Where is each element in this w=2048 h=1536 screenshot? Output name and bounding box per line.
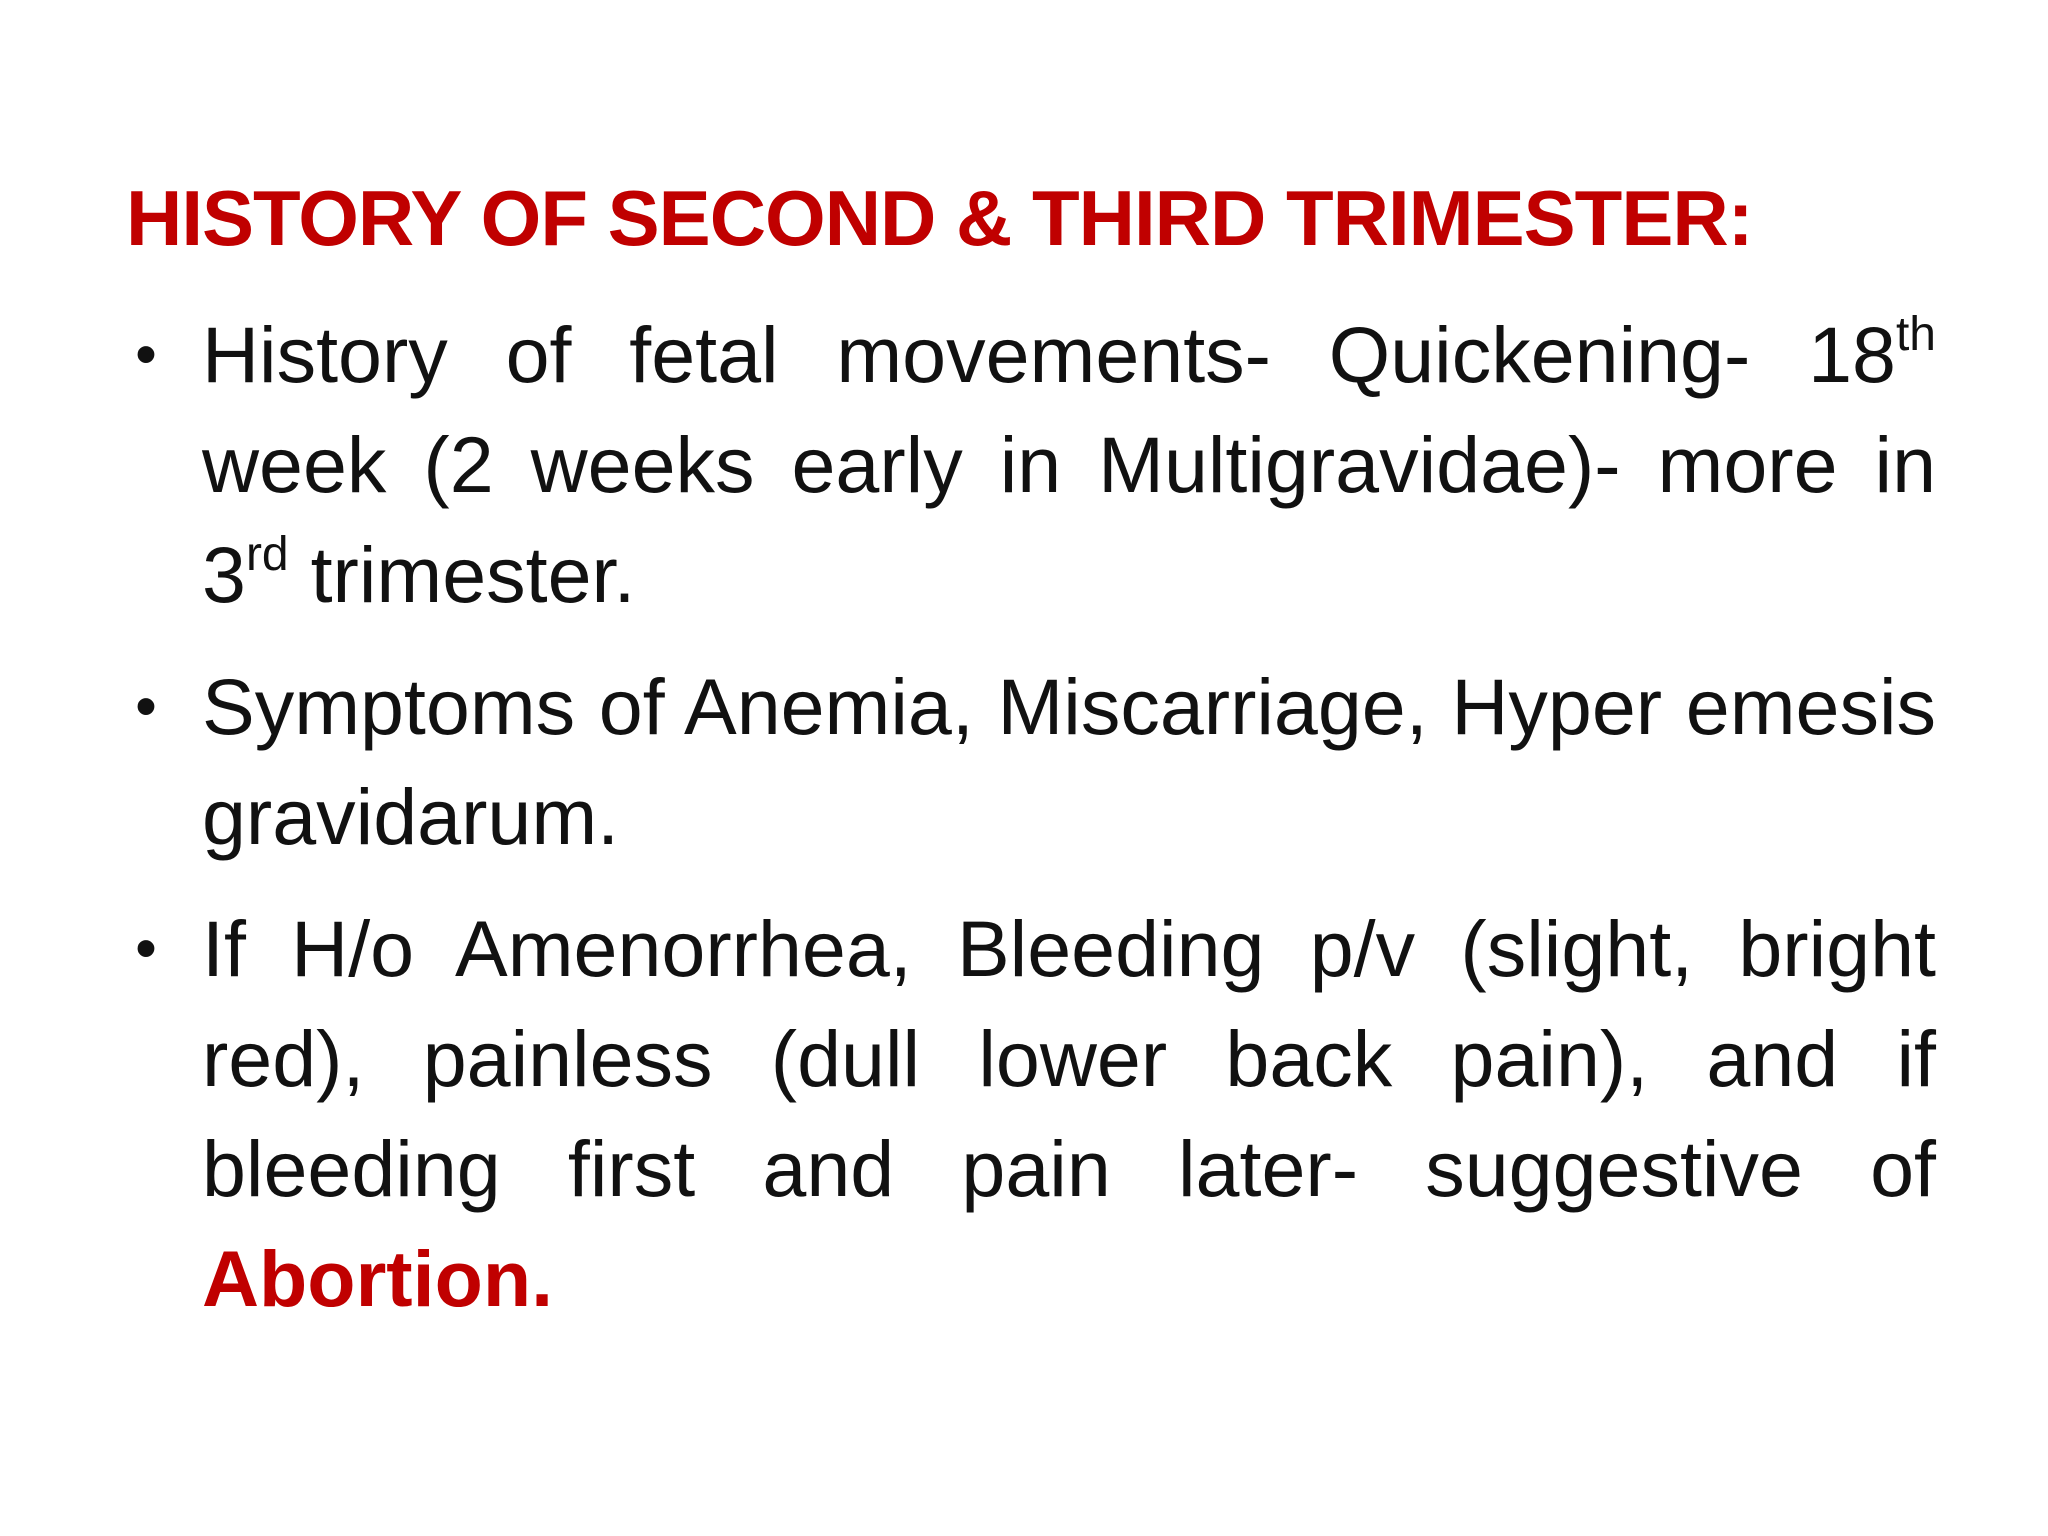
bullet-dot-icon: • [135, 672, 157, 741]
text-run: If H/o Amenorrhea, Bleeding p/v (slight, bright red), painless (dull lower back pain), and if bleeding first and pain later- suggestive of [202, 904, 1936, 1213]
bullet-item [126, 300, 1936, 630]
bullet-dot-icon: • [135, 320, 157, 389]
bullet-text [202, 310, 1936, 619]
bullet-dot-icon: • [135, 914, 157, 983]
bullet-text [202, 662, 1936, 861]
text-run: week (2 weeks early in Multigravidae)- more in 3 [202, 420, 1936, 619]
text-run: trimester. [288, 530, 636, 619]
text-run: Symptoms of Anemia, Miscarriage, Hyper emesis gravidarum. [202, 662, 1936, 861]
bullet-item [126, 652, 1936, 872]
superscript: th [1895, 308, 1936, 361]
bullet-text [202, 904, 1936, 1323]
text-run: History of fetal movements- Quickening- 18 [202, 310, 1896, 399]
bullet-list [126, 300, 1936, 1356]
superscript: rd [245, 528, 289, 581]
emphasis-text: Abortion. [202, 1234, 554, 1323]
bullet-item [126, 894, 1936, 1334]
slide-heading: HISTORY OF SECOND & THIRD TRIMESTER: [126, 174, 1753, 262]
